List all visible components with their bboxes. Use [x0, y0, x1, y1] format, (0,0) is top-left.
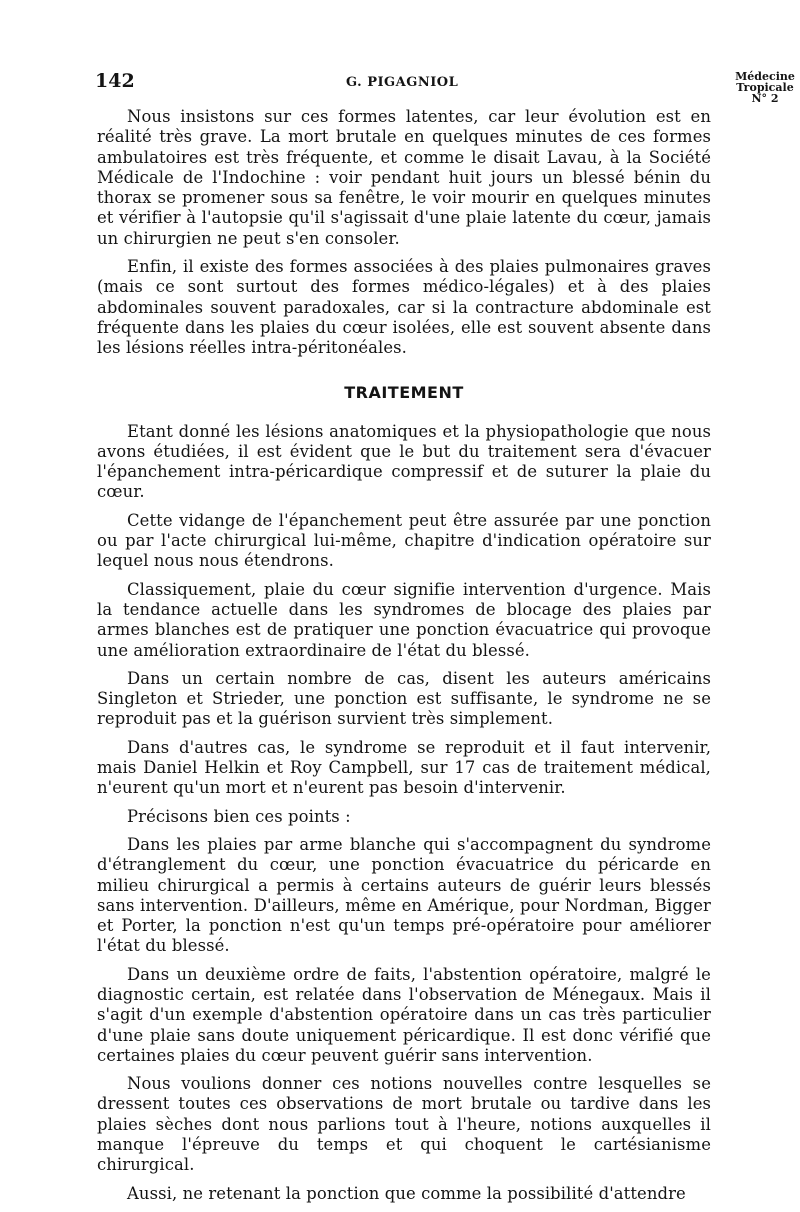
paragraph: Nous insistons sur ces formes latentes, car leur évolution est en réalité très grave. La mort brutale en quelques minutes de ces formes ambulatoires est très fréquente, et comme le disait Lavau, à la Société Médicale de l'Indochine : voir pendant huit jours un blessé bénin du thorax se promener sous sa fenêtre, le voir mourir en quelques minutes et vérifier à l'autopsie qu'il s'agissait d'une plaie latente du cœur, jamais un chirurgien ne peut s'en consoler. — [97, 107, 711, 248]
paragraph: Classiquement, plaie du cœur signifie intervention d'urgence. Mais la tendance actuelle dans les syndromes de blocage des plaies par armes blanches est de pratiquer une ponction évacuatrice qui provoque une amélioration extraordinaire de l'état du blessé. — [97, 579, 711, 660]
journal-tag — [730, 71, 800, 104]
paragraph: Aussi, ne retenant la ponction que comme la possibilité d'attendre — [127, 1183, 686, 1203]
section-heading: TRAITEMENT — [344, 382, 464, 402]
paragraph: Etant donné les lésions anatomiques et la physiopathologie que nous avons étudiées, il est évident que le but du traitement sera d'évacuer l'épanchement intra-péricardique compressif et de suturer la plaie du cœur. — [97, 421, 711, 502]
journal-tag-line: Médecine — [735, 70, 795, 83]
paragraph: Nous voulions donner ces notions nouvelles contre lesquelles se dressent toutes ces observations de mort brutale ou tardive dans les plaies sèches dont nous parlions tout à l'heure, notions auxquelles il manque l'épreuve du temps et qui choquent le cartésianisme chirurgical. — [97, 1074, 711, 1175]
paragraph: Dans un deuxième ordre de faits, l'abstention opératoire, malgré le diagnostic certain, est relatée dans l'observation de Ménegaux. Mais il s'agit d'un exemple d'abstention opératoire dans un cas très particulier d'une plaie sans doute uniquement péricardique. Il est donc vérifié que certaines plaies du cœur peuvent guérir sans intervention. — [97, 964, 711, 1065]
paragraph: Précisons bien ces points : — [127, 806, 351, 826]
paragraph: Dans les plaies par arme blanche qui s'accompagnent du syndrome d'étranglement du cœur, une ponction évacuatrice du péricarde en milieu chirurgical a permis à certains auteurs de guérir leurs blessés sans intervention. D'ailleurs, même en Amérique, pour Nordman, Bigger et Porter, la ponction n'est qu'un temps pré-opératoire pour améliorer l'état du blessé. — [97, 834, 711, 956]
paragraph: Enfin, il existe des formes associées à des plaies pulmonaires graves (mais ce sont surtout des formes médico-légales) et à des plaies abdominales souvent paradoxales, car si la contracture abdominale est fréquente dans les plaies du cœur isolées, elle est souvent absente dans les lésions réelles intra-péritonéales. — [97, 257, 711, 358]
journal-tag-line: Tropicale — [736, 81, 794, 94]
page-number: 142 — [95, 70, 135, 92]
paragraph: Dans d'autres cas, le syndrome se reproduit et il faut intervenir, mais Daniel Helkin et Roy Campbell, sur 17 cas de traitement médical, n'eurent qu'un mort et n'eurent pas besoin d'intervenir. — [97, 737, 711, 798]
journal-tag-line: N° 2 — [751, 92, 779, 105]
article-body — [97, 107, 711, 1212]
paragraph: Cette vidange de l'épanchement peut être assurée par une ponction ou par l'acte chirurgical lui-même, chapitre d'indication opératoire sur lequel nous nous étendrons. — [97, 510, 711, 571]
paragraph: Dans un certain nombre de cas, disent les auteurs américains Singleton et Strieder, une ponction est suffisante, le syndrome ne se reproduit pas et la guérison survient très simplement. — [97, 668, 711, 729]
running-head-author: G. PIGAGNIOL — [346, 75, 459, 90]
